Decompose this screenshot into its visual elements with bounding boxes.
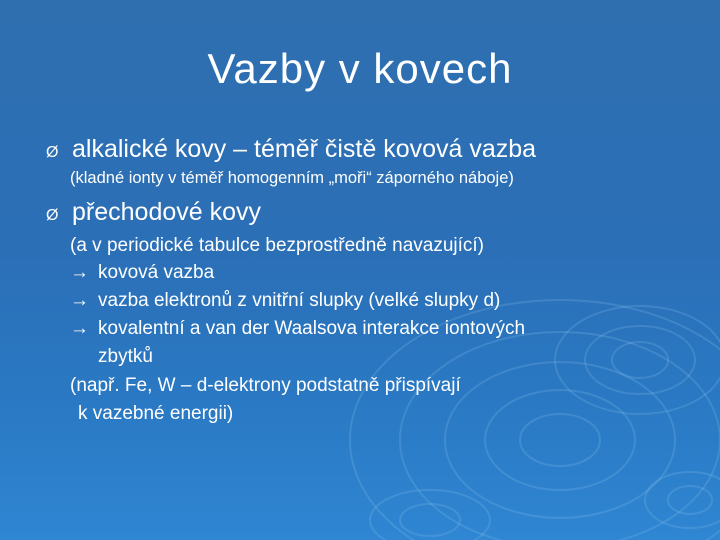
implies-arrow-icon: → — [70, 262, 89, 283]
bullet-item-alkali-metals — [46, 134, 536, 164]
slide-title: Vazby v kovech — [207, 45, 513, 92]
arrow-bullet-icon: Ø — [46, 207, 59, 224]
body-line: k vazebné energii) — [78, 403, 234, 424]
body-line: (a v periodické tabulce bezprostředně navazující) — [70, 235, 485, 256]
bullet-item-transition-metals — [46, 197, 261, 227]
implies-arrow-icon: → — [70, 318, 89, 339]
implication-text: kovová vazba — [98, 262, 215, 283]
bullet-text: přechodové kovy — [72, 198, 262, 226]
arrow-bullet-icon: Ø — [46, 144, 59, 161]
body-line: (např. Fe, W – d-elektrony podstatně přispívají — [70, 375, 461, 396]
body-line: zbytků — [98, 346, 153, 367]
implication-line — [70, 259, 214, 286]
implication-line — [70, 287, 500, 314]
implication-text: kovalentní a van der Waalsova interakce iontových — [98, 318, 526, 339]
implication-line — [70, 315, 525, 342]
implies-arrow-icon: → — [70, 290, 89, 311]
bullet-note: (kladné ionty v téměř homogenním „moři“ záporného náboje) — [70, 169, 514, 187]
implication-text: vazba elektronů z vnitřní slupky (velké slupky d) — [98, 290, 501, 311]
bullet-text: alkalické kovy – téměř čistě kovová vazba — [72, 135, 537, 163]
